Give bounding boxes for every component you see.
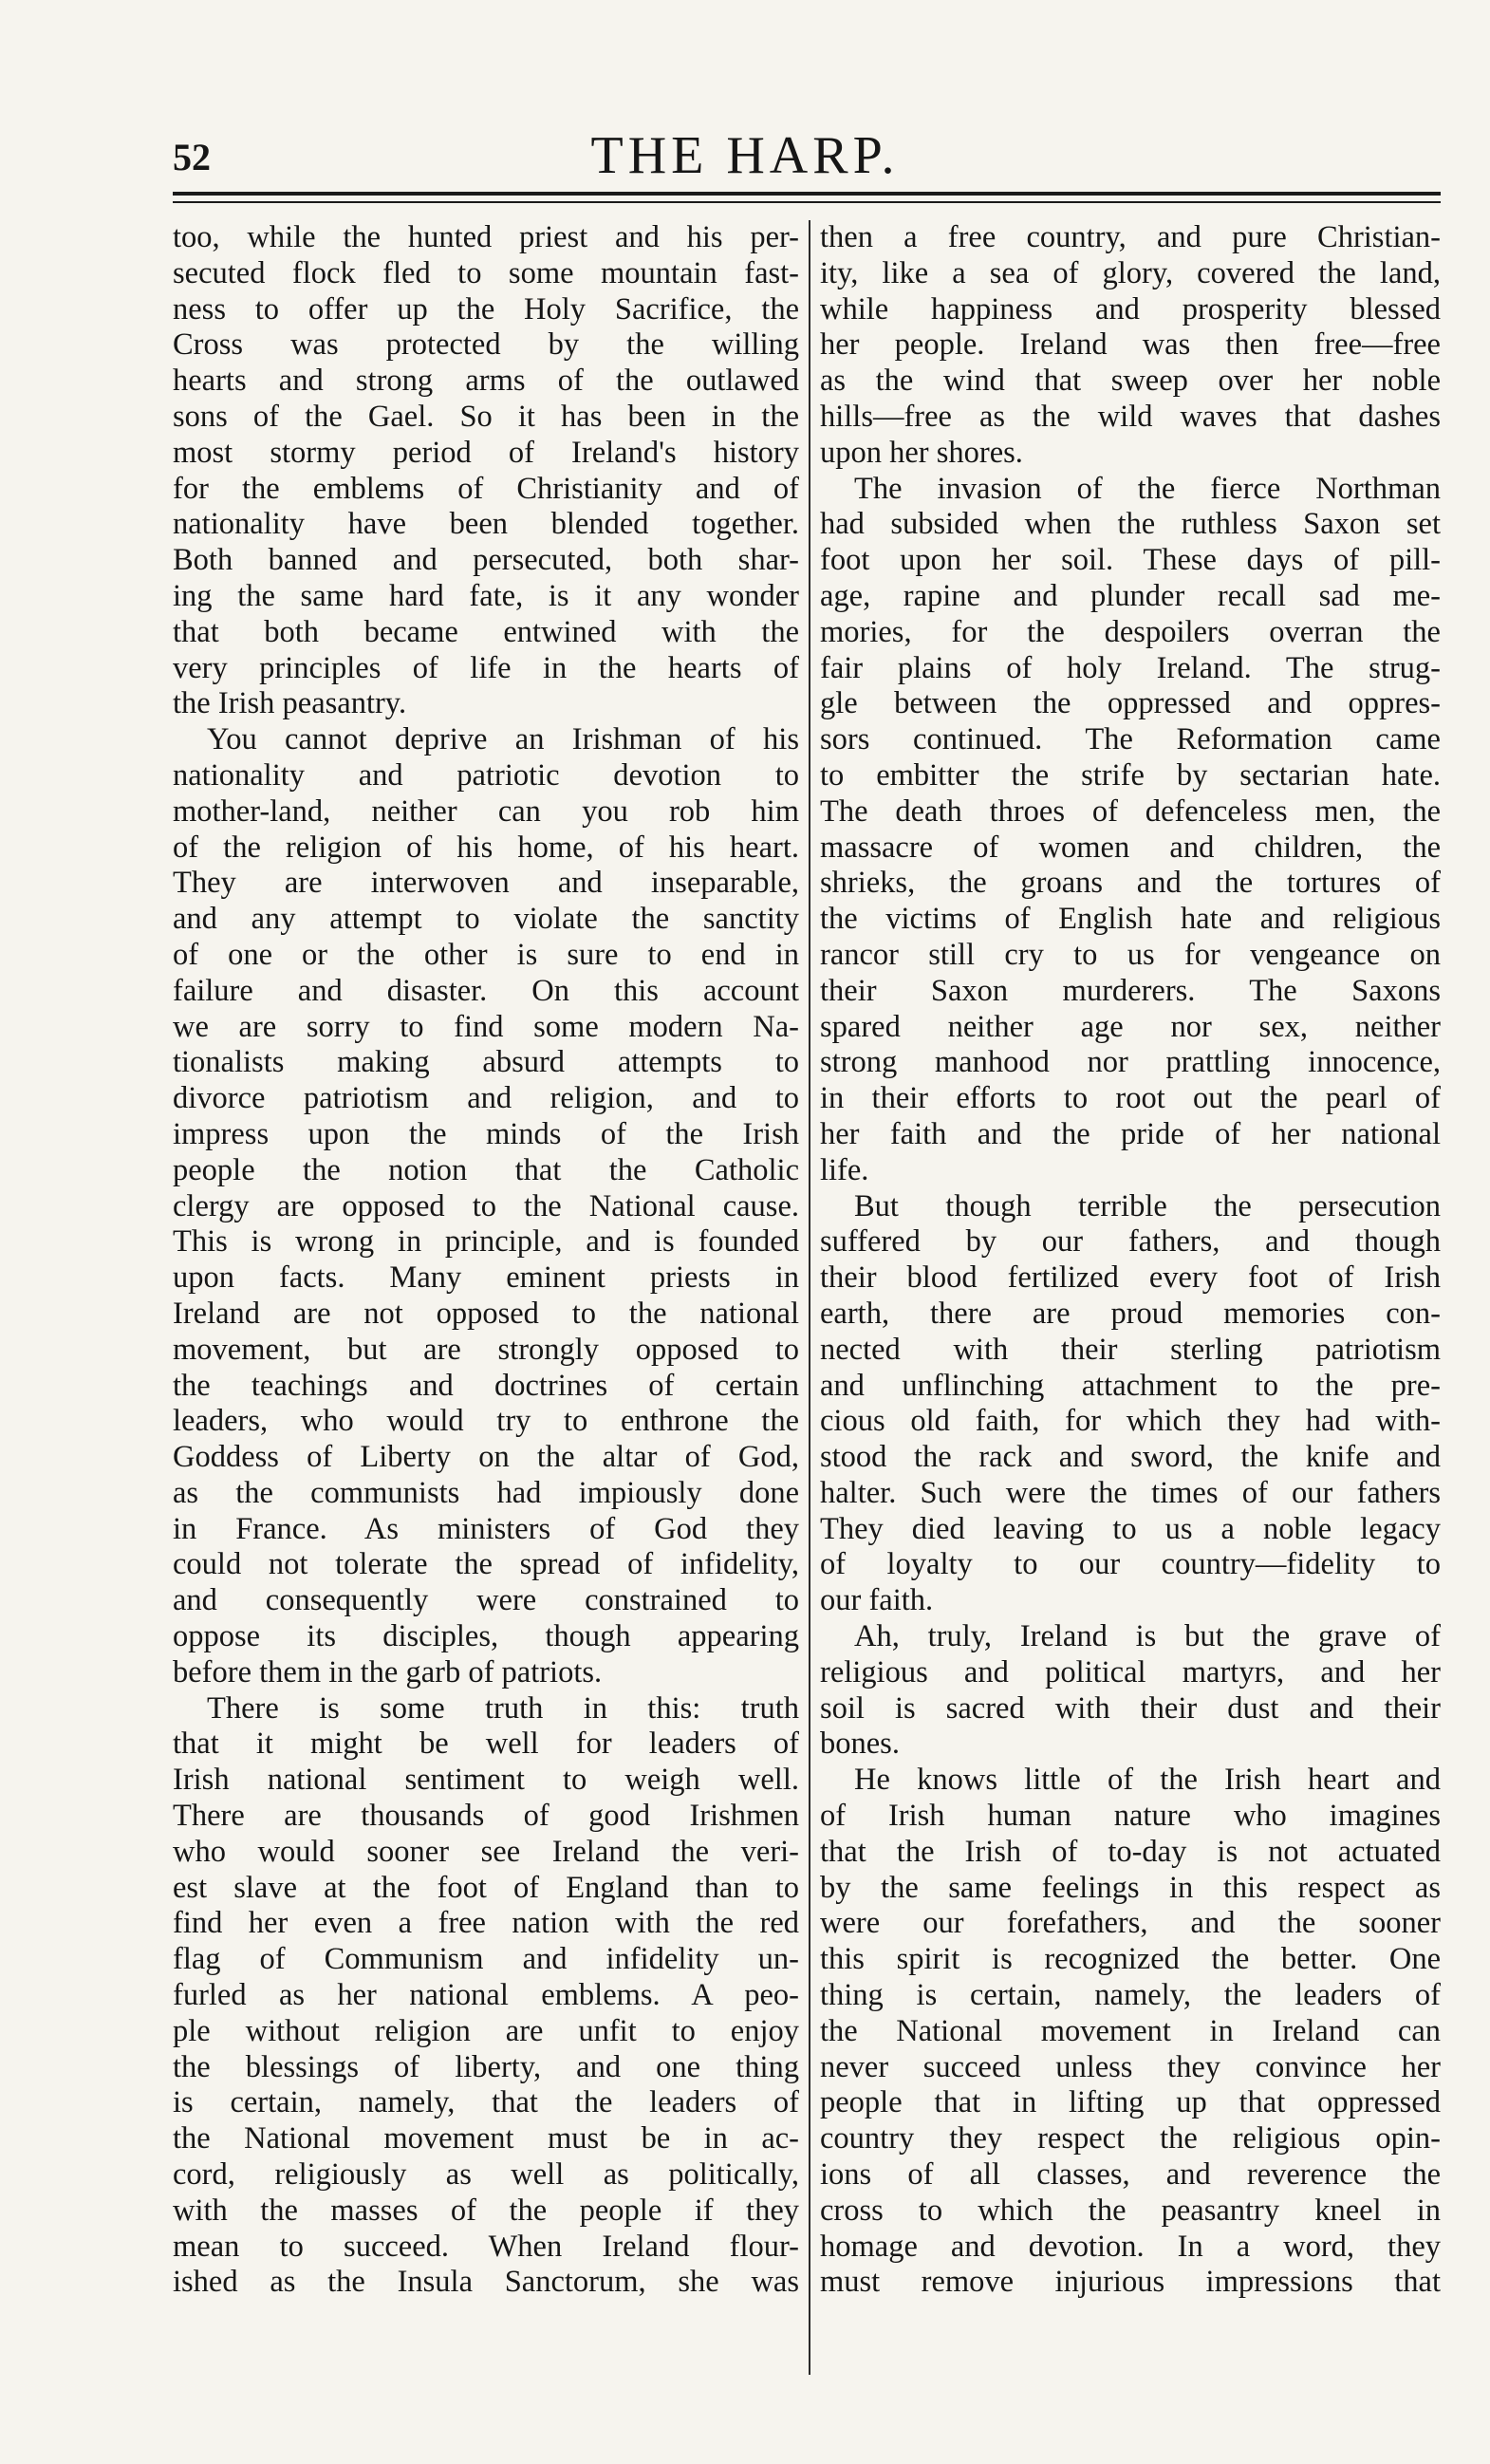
text-line: could not tolerate the spread of infidelity,: [173, 1547, 799, 1582]
text-line: of Irish human nature who imagines: [820, 1799, 1441, 1834]
text-line: cord, religiously as well as politically,: [173, 2157, 799, 2193]
text-line: The death throes of defenceless men, the: [820, 793, 1441, 829]
text-line: sors continued. The Reformation came: [820, 722, 1441, 757]
text-line: nationality and patriotic devotion to: [173, 757, 799, 793]
text-line: upon facts. Many eminent priests in: [173, 1260, 799, 1296]
text-line: impress upon the minds of the Irish: [173, 1116, 799, 1151]
text-line: Irish national sentiment to weigh well.: [173, 1763, 799, 1798]
text-line: is certain, namely, that the leaders of: [173, 2085, 799, 2120]
text-line: people that in lifting up that oppressed: [820, 2085, 1441, 2120]
text-line: her faith and the pride of her national: [820, 1116, 1441, 1151]
text-line: never succeed unless they convince her: [820, 2049, 1441, 2084]
text-line: who would sooner see Ireland the veri-: [173, 1834, 799, 1869]
text-line: This is wrong in principle, and is founded: [173, 1224, 799, 1260]
text-line: while happiness and prosperity blessed: [820, 291, 1441, 327]
text-line: life.: [820, 1152, 869, 1187]
page-title: THE HARP.: [590, 126, 900, 185]
text-line: spared neither age nor sex, neither: [820, 1009, 1441, 1044]
text-line: nected with their sterling patriotism: [820, 1332, 1441, 1367]
text-line: we are sorry to find some modern Na-: [173, 1009, 799, 1044]
text-line: homage and devotion. In a word, they: [820, 2229, 1441, 2264]
text-line: upon her shores.: [820, 435, 1023, 470]
text-line: mories, for the despoilers overran the: [820, 614, 1441, 649]
text-line: as the communists had impiously done: [173, 1475, 799, 1510]
text-line: the Irish peasantry.: [173, 686, 407, 721]
text-line: her people. Ireland was then free—free: [820, 327, 1441, 363]
text-line: But though terrible the persecution: [854, 1188, 1441, 1223]
text-line: for the emblems of Christianity and of: [173, 471, 799, 506]
text-line: gle between the oppressed and oppres-: [820, 686, 1441, 721]
text-line: that the Irish of to-day is not actuated: [820, 1834, 1441, 1869]
text-line: Ireland are not opposed to the national: [173, 1296, 799, 1331]
text-line: soil is sacred with their dust and their: [820, 1690, 1441, 1726]
text-line: ing the same hard fate, is it any wonder: [173, 578, 799, 613]
text-line: mother-land, neither can you rob him: [173, 793, 799, 829]
text-line: too, while the hunted priest and his per-: [173, 220, 799, 254]
text-line: the victims of English hate and religious: [820, 902, 1441, 937]
text-line: fair plains of holy Ireland. The strug-: [820, 650, 1441, 685]
text-line: shrieks, the groans and the tortures of: [820, 866, 1441, 901]
text-line: before them in the garb of patriots.: [173, 1654, 603, 1689]
text-line: hills—free as the wild waves that dashes: [820, 399, 1441, 434]
text-line: rancor still cry to us for vengeance on: [820, 937, 1441, 972]
page-number: 52: [173, 136, 211, 178]
text-line: ity, like a sea of glory, covered the land,: [820, 255, 1441, 290]
text-line: the National movement in Ireland can: [820, 2013, 1441, 2048]
text-line: ness to offer up the Holy Sacrifice, the: [173, 291, 799, 327]
text-line: people the notion that the Catholic: [173, 1152, 799, 1187]
text-line: They died leaving to us a noble legacy: [820, 1511, 1441, 1546]
text-line: of loyalty to our country—fidelity to: [820, 1547, 1441, 1582]
text-line: that it might be well for leaders of: [173, 1727, 799, 1762]
text-line: foot upon her soil. These days of pill-: [820, 543, 1441, 578]
text-line: nationality have been blended together.: [173, 507, 799, 542]
right-column: [820, 220, 1441, 2375]
text-line: of one or the other is sure to end in: [173, 937, 799, 972]
text-line: bones.: [820, 1727, 900, 1762]
text-line: the National movement must be in ac-: [173, 2121, 799, 2156]
text-line: their blood fertilized every foot of Irish: [820, 1260, 1441, 1296]
text-line: There is some truth in this: truth: [207, 1690, 799, 1726]
text-line: of the religion of his home, of his heart.: [173, 830, 799, 865]
text-line: He knows little of the Irish heart and: [854, 1763, 1441, 1798]
header-rule-thin: [173, 201, 1441, 203]
header-rule-thick: [173, 192, 1441, 196]
text-line: divorce patriotism and religion, and to: [173, 1081, 799, 1116]
text-line: must remove injurious impressions that: [820, 2265, 1441, 2300]
column-divider: [809, 220, 810, 2375]
text-line: halter. Such were the times of our fathers: [820, 1475, 1441, 1510]
text-line: ished as the Insula Sanctorum, she was: [173, 2265, 799, 2300]
text-line: There are thousands of good Irishmen: [173, 1799, 799, 1834]
text-line: country they respect the religious opin-: [820, 2121, 1441, 2156]
text-line: find her even a free nation with the red: [173, 1906, 799, 1941]
text-line: and unflinching attachment to the pre-: [820, 1368, 1441, 1403]
text-line: massacre of women and children, the: [820, 830, 1441, 865]
text-line: and consequently were constrained to: [173, 1583, 799, 1618]
text-line: had subsided when the ruthless Saxon set: [820, 507, 1441, 542]
text-line: to embitter the strife by sectarian hate.: [820, 757, 1441, 793]
text-line: the blessings of liberty, and one thing: [173, 2049, 799, 2084]
text-line: the teachings and doctrines of certain: [173, 1368, 799, 1403]
text-line: most stormy period of Ireland's history: [173, 435, 799, 470]
text-line: then a free country, and pure Christian-: [820, 220, 1441, 254]
text-line: furled as her national emblems. A peo-: [173, 1978, 799, 2013]
text-line: Ah, truly, Ireland is but the grave of: [854, 1619, 1441, 1654]
text-line: this spirit is recognized the better. One: [820, 1942, 1441, 1977]
text-line: their Saxon murderers. The Saxons: [820, 973, 1441, 1008]
text-line: You cannot deprive an Irishman of his: [207, 722, 799, 757]
text-line: suffered by our fathers, and though: [820, 1224, 1441, 1260]
text-line: age, rapine and plunder recall sad me-: [820, 578, 1441, 613]
text-line: stood the rack and sword, the knife and: [820, 1440, 1441, 1475]
text-line: Cross was protected by the willing: [173, 327, 799, 363]
text-line: as the wind that sweep over her noble: [820, 364, 1441, 399]
text-line: by the same feelings in this respect as: [820, 1870, 1441, 1905]
text-line: Goddess of Liberty on the altar of God,: [173, 1440, 799, 1475]
text-line: thing is certain, namely, the leaders of: [820, 1978, 1441, 2013]
text-line: sons of the Gael. So it has been in the: [173, 399, 799, 434]
text-line: in France. As ministers of God they: [173, 1511, 799, 1546]
left-column: [173, 220, 799, 2375]
text-line: leaders, who would try to enthrone the: [173, 1404, 799, 1439]
text-line: They are interwoven and inseparable,: [173, 866, 799, 901]
text-line: movement, but are strongly opposed to: [173, 1332, 799, 1367]
text-line: earth, there are proud memories con-: [820, 1296, 1441, 1331]
text-line: secuted flock fled to some mountain fast-: [173, 255, 799, 290]
text-line: that both became entwined with the: [173, 614, 799, 649]
text-line: mean to succeed. When Ireland flour-: [173, 2229, 799, 2264]
text-line: est slave at the foot of England than to: [173, 1870, 799, 1905]
text-line: were our forefathers, and the sooner: [820, 1906, 1441, 1941]
text-line: cross to which the peasantry kneel in: [820, 2193, 1441, 2228]
text-line: religious and political martyrs, and her: [820, 1654, 1441, 1689]
text-line: very principles of life in the hearts of: [173, 650, 799, 685]
text-line: cious old faith, for which they had with-: [820, 1404, 1441, 1439]
text-line: with the masses of the people if they: [173, 2193, 799, 2228]
text-line: Both banned and persecuted, both shar-: [173, 543, 799, 578]
text-line: tionalists making absurd attempts to: [173, 1045, 799, 1080]
text-line: failure and disaster. On this account: [173, 973, 799, 1008]
text-line: in their efforts to root out the pearl of: [820, 1081, 1441, 1116]
text-line: and any attempt to violate the sanctity: [173, 902, 799, 937]
text-line: hearts and strong arms of the outlawed: [173, 364, 799, 399]
text-line: our faith.: [820, 1583, 934, 1618]
text-line: clergy are opposed to the National cause.: [173, 1188, 799, 1223]
text-line: The invasion of the fierce Northman: [854, 471, 1441, 506]
text-line: oppose its disciples, though appearing: [173, 1619, 799, 1654]
text-line: flag of Communism and infidelity un-: [173, 1942, 799, 1977]
text-line: ple without religion are unfit to enjoy: [173, 2013, 799, 2048]
text-line: strong manhood nor prattling innocence,: [820, 1045, 1441, 1080]
text-line: ions of all classes, and reverence the: [820, 2157, 1441, 2193]
